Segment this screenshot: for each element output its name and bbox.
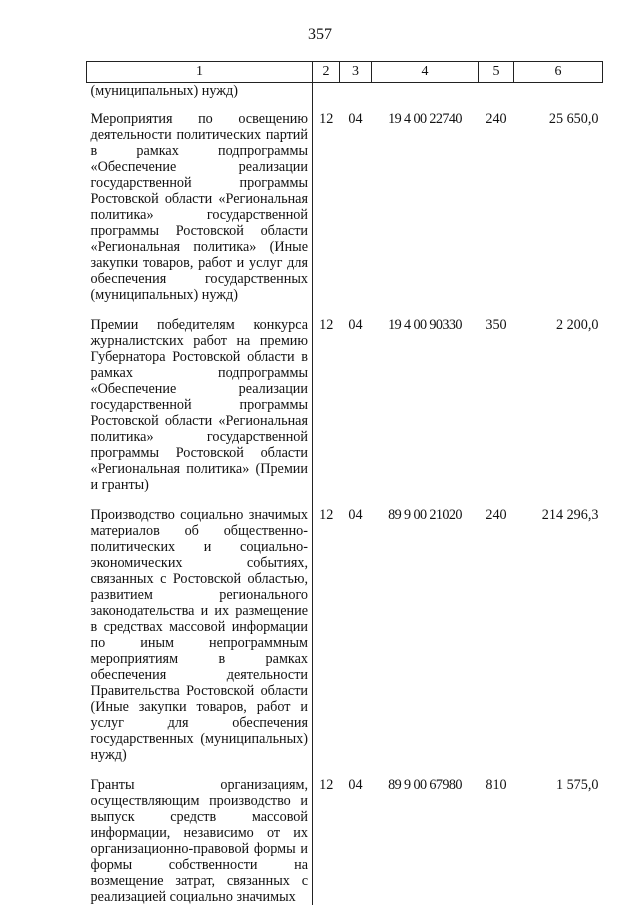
row-pr: 04 (348, 317, 363, 333)
row-name: Премии победителям конкурса журналистских работ на премию Губернатора Ростовской области в рамках подпрограммы «Обеспечение реализации государственной программы Ростовской области «Региональная политика» государственной программы Ростовской области «Региональная политика» (Премии и гранты) (87, 311, 313, 501)
page-number: 357 (308, 26, 332, 43)
row-name: Мероприятия по освещению деятельности политических партий в рамках подпрограммы «Обеспечение реализации государственной программы Ростовской области «Региональная политика» государственной программы Ростовской области «Региональная политика» (Иные закупки товаров, работ и услуг для обеспечения государственных (муниципальных) нужд) (87, 105, 313, 311)
row-rz: 12 (319, 111, 334, 127)
continuation-text: (муниципальных) нужд) (87, 83, 313, 106)
continuation-row (87, 83, 603, 106)
table-row (87, 501, 603, 771)
row-sum: 2 200,0 (555, 317, 599, 333)
row-vr: 810 (485, 777, 507, 793)
row-pr: 04 (348, 507, 363, 523)
row-sum: 214 296,3 (541, 507, 599, 523)
row-csr: 89 9 00 21020 (388, 507, 462, 523)
row-rz: 12 (319, 777, 334, 793)
header-col-2: 2 (313, 62, 340, 83)
row-csr: 89 9 00 67980 (388, 777, 462, 793)
table-row (87, 311, 603, 501)
row-vr: 240 (485, 507, 507, 523)
header-col-1: 1 (87, 62, 313, 83)
row-pr: 04 (348, 777, 363, 793)
row-sum: 25 650,0 (548, 111, 599, 127)
table-row (87, 105, 603, 311)
table-row (87, 771, 603, 905)
row-vr: 240 (485, 111, 507, 127)
header-col-3: 3 (340, 62, 372, 83)
row-vr: 350 (485, 317, 507, 333)
row-rz: 12 (319, 317, 334, 333)
header-col-6: 6 (514, 62, 603, 83)
header-col-4: 4 (372, 62, 479, 83)
row-pr: 04 (348, 111, 363, 127)
table-header-row (87, 62, 603, 83)
row-name: Гранты организациям, осуществляющим производство и выпуск средств массовой информации, независимо от их организационно-правовой формы и формы собственности на возмещение затрат, связанных с реализацией социально значимых (87, 771, 313, 905)
row-csr: 19 4 00 90330 (388, 317, 462, 333)
budget-table (86, 61, 603, 905)
header-col-5: 5 (479, 62, 514, 83)
row-sum: 1 575,0 (555, 777, 599, 793)
row-rz: 12 (319, 507, 334, 523)
row-name: Производство социально значимых материалов об общественно-политических и социально-экономических событиях, связанных с Ростовской областью, развитием регионального законодательства и их размещение в средствах массовой информации по иным непрограммным мероприятиям в рамках обеспечения деятельности Правительства Ростовской области (Иные закупки товаров, работ и услуг для обеспечения государственных (муниципальных) нужд) (87, 501, 313, 771)
row-csr: 19 4 00 22740 (388, 111, 462, 127)
